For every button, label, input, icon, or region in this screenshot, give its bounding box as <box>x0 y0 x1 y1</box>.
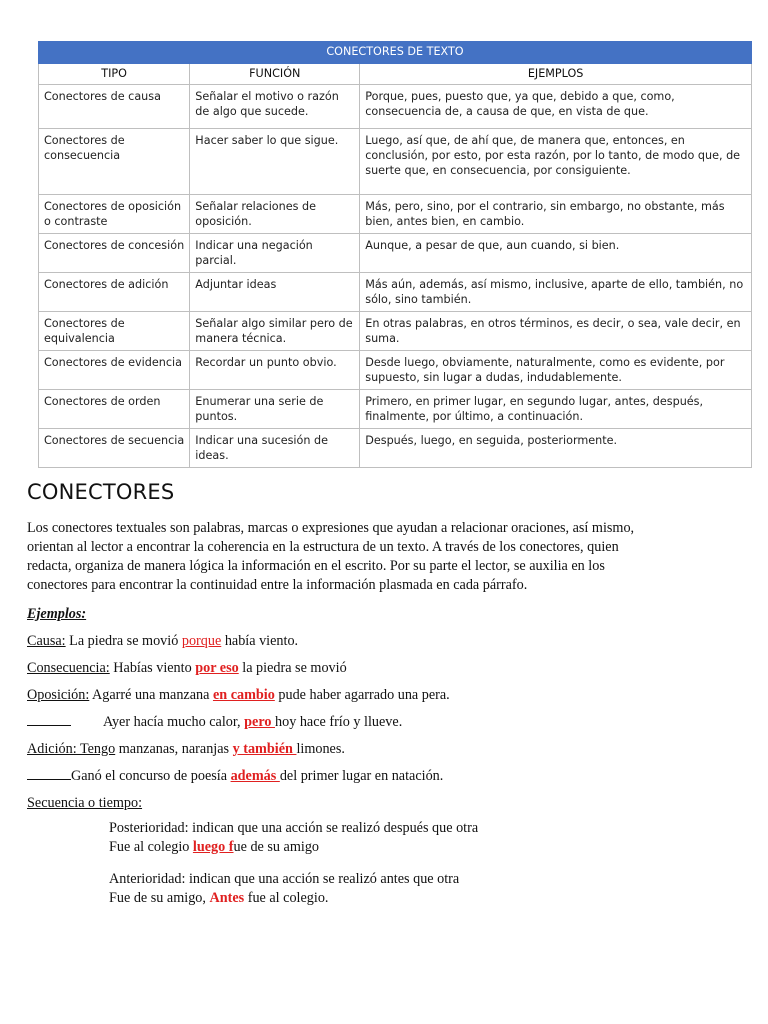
example-consecuencia <box>27 659 747 678</box>
anterioridad-example <box>109 889 747 908</box>
cell-tipo: Conectores de adición <box>39 273 190 312</box>
table-row <box>39 390 752 429</box>
example-oposicion-2 <box>27 713 747 732</box>
cell-ejemplos: Aunque, a pesar de que, aun cuando, si bien. <box>360 234 752 273</box>
page-title: CONECTORES <box>27 480 175 504</box>
cell-ejemplos: Porque, pues, puesto que, ya que, debido a que, como, consecuencia de, a causa de que, en vista de que. <box>360 85 752 129</box>
example-text: La piedra se movió <box>65 633 182 649</box>
cell-tipo: Conectores de evidencia <box>39 351 190 390</box>
table-row <box>39 85 752 129</box>
example-text: Habías viento <box>109 660 196 676</box>
table-caption: CONECTORES DE TEXTO <box>39 42 752 64</box>
cell-ejemplos: Más aún, además, así mismo, inclusive, aparte de ello, también, no sólo, sino también. <box>360 273 752 312</box>
header-ejemplos: EJEMPLOS <box>360 64 752 85</box>
blank-line <box>27 713 71 726</box>
example-label: Adición: Tengo <box>27 741 116 757</box>
example-causa <box>27 632 747 651</box>
example-adicion-2 <box>27 767 747 786</box>
table-row <box>39 429 752 468</box>
cell-tipo: Conectores de causa <box>39 85 190 129</box>
example-text: fue al colegio. <box>244 890 329 906</box>
cell-funcion: Señalar el motivo o razón de algo que sucede. <box>190 85 360 129</box>
table-row <box>39 351 752 390</box>
connector-word: Antes <box>209 890 245 906</box>
table-row <box>39 273 752 312</box>
example-label: Oposición: <box>27 687 90 703</box>
cell-tipo: Conectores de secuencia <box>39 429 190 468</box>
cell-funcion: Enumerar una serie de puntos. <box>190 390 360 429</box>
example-text: la piedra se movió <box>238 660 347 676</box>
example-text: había viento. <box>221 633 299 649</box>
connector-word: pero <box>244 714 275 730</box>
cell-funcion: Adjuntar ideas <box>190 273 360 312</box>
connector-word: luego f <box>192 839 234 855</box>
cell-ejemplos: Más, pero, sino, por el contrario, sin embargo, no obstante, más bien, antes bien, en cambio. <box>360 195 752 234</box>
examples-heading: Ejemplos: <box>27 606 87 622</box>
cell-ejemplos: Desde luego, obviamente, naturalmente, como es evidente, por supuesto, sin lugar a dudas, indudablemente. <box>360 351 752 390</box>
anterioridad-block <box>109 870 747 908</box>
connector-word: porque <box>181 633 222 649</box>
cell-tipo: Conectores de oposición o contraste <box>39 195 190 234</box>
blank-line <box>27 767 71 780</box>
connector-word: además <box>230 768 280 784</box>
header-funcion: FUNCIÓN <box>190 64 360 85</box>
posterioridad-block <box>109 819 747 857</box>
example-text: Ganó el concurso de poesía <box>71 768 231 784</box>
cell-ejemplos: Luego, así que, de ahí que, de manera que, entonces, en conclusión, por esto, por esta razón, por lo tanto, de modo que, de suerte que, en consecuencia, por consiguiente. <box>360 129 752 195</box>
cell-tipo: Conectores de orden <box>39 390 190 429</box>
example-label: Consecuencia: <box>27 660 110 676</box>
connector-word: y también <box>232 741 297 757</box>
cell-funcion: Indicar una sucesión de ideas. <box>190 429 360 468</box>
cell-funcion: Señalar algo similar pero de manera técnica. <box>190 312 360 351</box>
example-text: Agarré una manzana <box>89 687 213 703</box>
cell-funcion: Recordar un punto obvio. <box>190 351 360 390</box>
example-text: Fue al colegio <box>109 839 193 855</box>
cell-funcion: Señalar relaciones de oposición. <box>190 195 360 234</box>
cell-ejemplos: Primero, en primer lugar, en segundo lugar, antes, después, finalmente, por último, a continuación. <box>360 390 752 429</box>
cell-funcion: Hacer saber lo que sigue. <box>190 129 360 195</box>
cell-tipo: Conectores de equivalencia <box>39 312 190 351</box>
cell-tipo: Conectores de concesión <box>39 234 190 273</box>
example-oposicion <box>27 686 747 705</box>
document-body <box>27 478 747 908</box>
example-text: hoy hace frío y llueve. <box>275 714 403 730</box>
example-text: Ayer hacía mucho calor, <box>103 714 245 730</box>
connector-word: por eso <box>195 660 239 676</box>
table-row <box>39 312 752 351</box>
cell-ejemplos: Después, luego, en seguida, posteriormente. <box>360 429 752 468</box>
table-row <box>39 195 752 234</box>
header-tipo: TIPO <box>39 64 190 85</box>
cell-ejemplos: En otras palabras, en otros términos, es decir, o sea, vale decir, en suma. <box>360 312 752 351</box>
cell-tipo: Conectores de consecuencia <box>39 129 190 195</box>
example-label: Causa: <box>27 633 66 649</box>
example-text: ue de su amigo <box>233 839 320 855</box>
posterioridad-definition: Posterioridad: indican que una acción se realizó después que otra <box>109 820 479 836</box>
example-text: manzanas, naranjas <box>115 741 233 757</box>
example-secuencia-label: Secuencia o tiempo: <box>27 795 143 811</box>
cell-funcion: Indicar una negación parcial. <box>190 234 360 273</box>
example-text: pude haber agarrado una pera. <box>274 687 450 703</box>
example-text: del primer lugar en natación. <box>279 768 444 784</box>
example-text: limones. <box>296 741 345 757</box>
posterioridad-example <box>109 838 747 857</box>
anterioridad-definition: Anterioridad: indican que una acción se realizó antes que otra <box>109 871 460 887</box>
example-text: Fue de su amigo, <box>109 890 210 906</box>
connectors-table <box>38 41 752 468</box>
table-row <box>39 234 752 273</box>
intro-paragraph: Los conectores textuales son palabras, marcas o expresiones que ayudan a relacionar oraciones, así mismo, orientan al lector a encontrar la coherencia en la estructura de un texto. A través de los conectores, quien redacta, organiza de manera lógica la información en el escrito. Por su parte el lector, se auxilia en los conectores para encontrar la continuidad entre la información plasmada en cada párrafo. <box>27 520 635 593</box>
connector-word: en cambio <box>212 687 275 703</box>
example-adicion <box>27 740 747 759</box>
table-row <box>39 129 752 195</box>
